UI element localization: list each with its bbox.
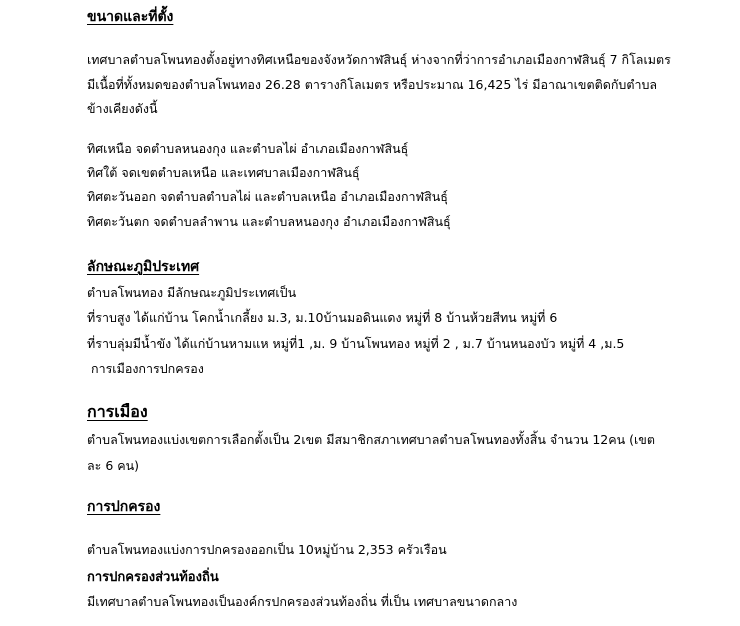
- politics-line-1: ตำบลโพนทองแบ่งเขตการเลือกตั้งเป็น 2เขต มีสมาชิกสภาเทศบาลตำบลโพนทองทั้งสิ้น จำนวน 12คน (เขต: [87, 432, 655, 447]
- size-location-line-3: ข้างเคียงดังนี้: [87, 101, 158, 116]
- heading-terrain: ลักษณะภูมิประเทศ: [87, 259, 200, 275]
- border-south: ทิศใต้ จดเขตตำบลเหนือ และเทศบาลเมืองกาฬสินธุ์: [87, 165, 360, 180]
- border-west: ทิศตะวันตก จดตำบลลำพาน และตำบลหนองกุง อำเภอเมืองกาฬสินธุ์: [87, 214, 451, 229]
- terrain-line-4: การเมืองการปกครอง: [91, 361, 204, 376]
- heading-size-location: ขนาดและที่ตั้ง: [87, 9, 174, 25]
- heading-administration: การปกครอง: [87, 499, 161, 515]
- administration-line-1: ตำบลโพนทองแบ่งการปกครองออกเป็น 10หมู่บ้าน 2,353 ครัวเรือน: [87, 542, 447, 557]
- heading-politics: การเมือง: [87, 402, 148, 421]
- politics-line-2: ละ 6 คน): [87, 458, 140, 473]
- border-north: ทิศเหนือ จดตำบลหนองกุง และตำบลไผ่ อำเภอเมืองกาฬสินธุ์: [87, 141, 409, 156]
- terrain-line-2: ที่ราบสูง ได้แก่บ้าน โคกน้ำเกลี้ยง ม.3, ม.10บ้านมอดินแดง หมู่ที่ 8 บ้านห้วยสีทน หมู่ที่ 6: [87, 310, 558, 325]
- border-east: ทิศตะวันออก จดตำบลตำบลไผ่ และตำบลเหนือ อำเภอเมืองกาฬสินธุ์: [87, 189, 448, 204]
- local-government-line-1: มีเทศบาลตำบลโพนทองเป็นองค์กรปกครองส่วนท้องถิ่น ที่เป็น เทศบาลขนาดกลาง: [87, 594, 518, 609]
- subheading-local-government: การปกครองส่วนท้องถิ่น: [87, 570, 219, 585]
- size-location-line-1: เทศบาลตำบลโพนทองตั้งอยู่ทางทิศเหนือของจังหวัดกาฬสินธุ์ ห่างจากที่ว่าการอำเภอเมืองกาฬสินธุ์ 7 กิโลเมตร: [87, 52, 671, 67]
- terrain-line-3: ที่ราบลุ่มมีน้ำขัง ได้แก่บ้านหามแห หมู่ที่1 ,ม. 9 บ้านโพนทอง หมู่ที่ 2 , ม.7 บ้านหนองบัว หมู่ที่ 4 ,ม.5: [87, 336, 625, 351]
- size-location-line-2: มีเนื้อที่ทั้งหมดของตำบลโพนทอง 26.28 ตารางกิโลเมตร หรือประมาณ 16,425 ไร่ มีอาณาเขตติดกับตำบล: [87, 77, 658, 92]
- terrain-line-1: ตำบลโพนทอง มีลักษณะภูมิประเทศเป็น: [87, 285, 297, 300]
